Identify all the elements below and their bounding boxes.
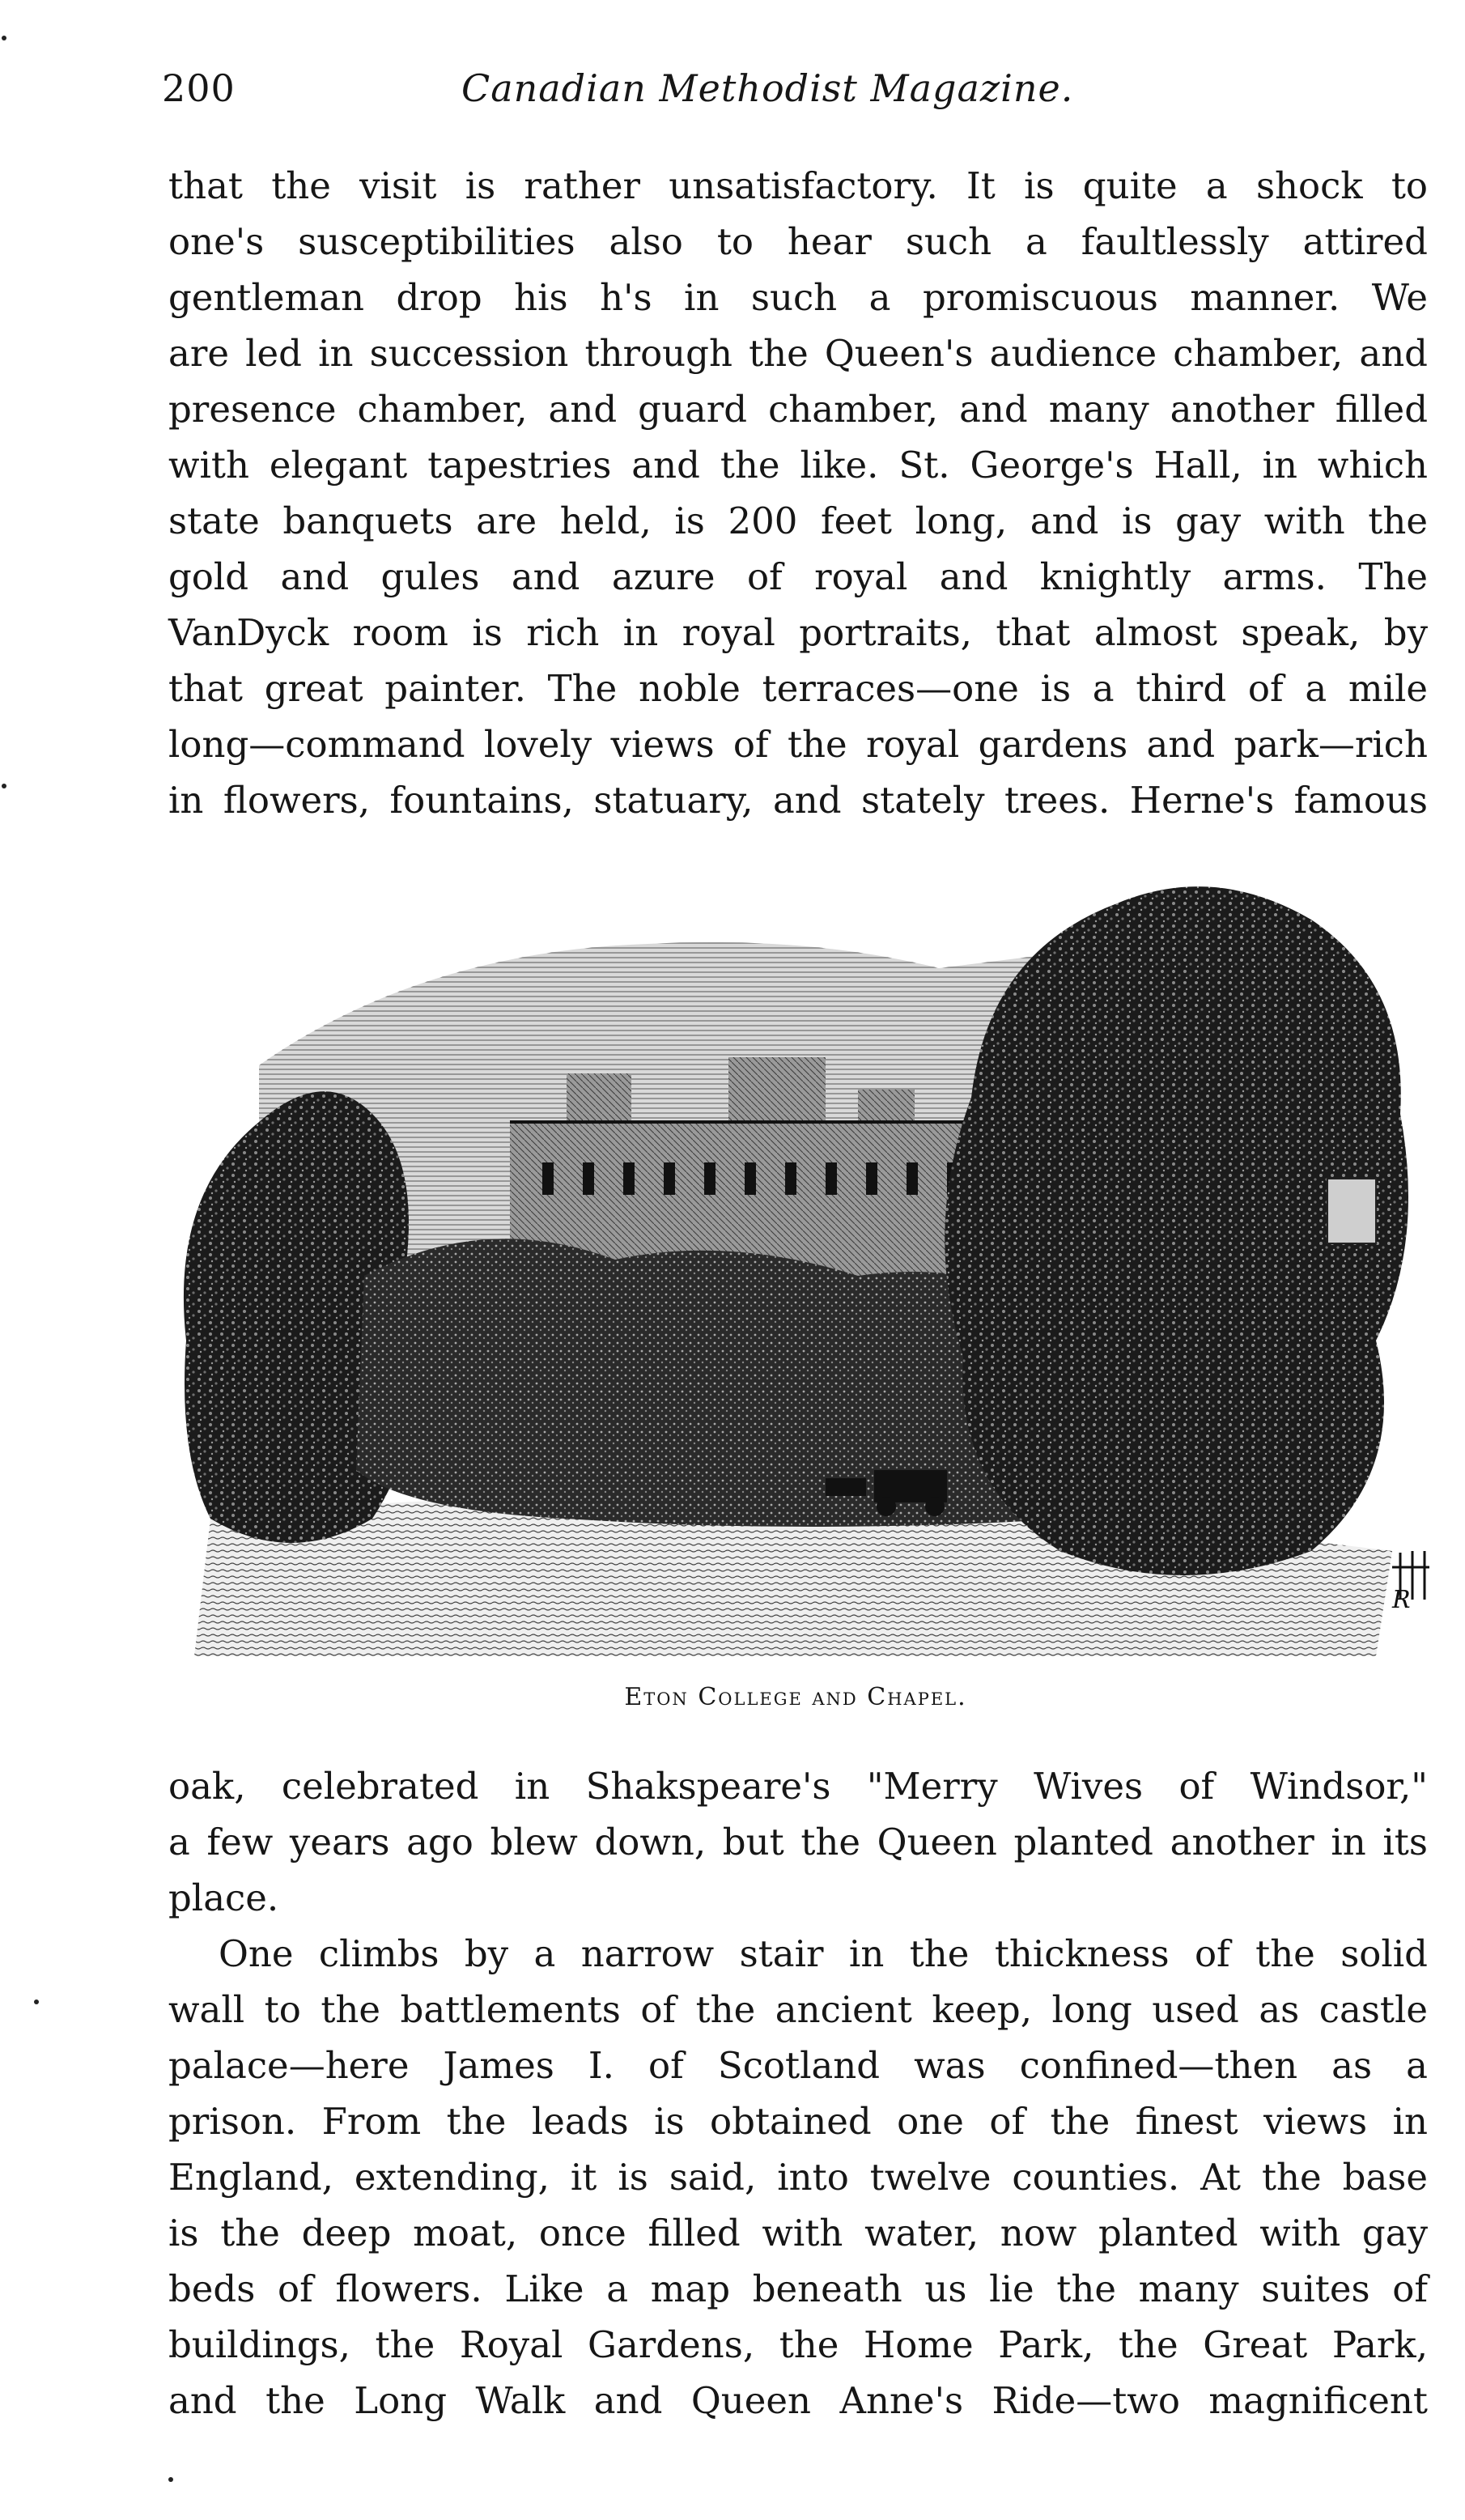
text-line: VanDyck room is rich in royal portraits, that almost speak, by: [168, 611, 1428, 654]
text-line: prison. From the leads is obtained one of the finest views in: [168, 2100, 1428, 2143]
engraving-figure: [162, 855, 1429, 1656]
text-line: gold and gules and azure of royal and knightly arms. The: [168, 555, 1428, 598]
text-line: buildings, the Royal Gardens, the Home Park, the Great Park,: [168, 2323, 1428, 2366]
text-line: with elegant tapestries and the like. St. George's Hall, in which: [168, 444, 1428, 487]
text-line: palace—here James I. of Scotland was confined—then as a: [168, 2044, 1428, 2087]
text-line: beds of flowers. Like a map beneath us lie the many suites of: [168, 2267, 1428, 2310]
scan-speck: [34, 1999, 39, 2004]
body-text-bottom: [168, 1758, 1428, 2429]
text-line: state banquets are held, is 200 feet long, and is gay with the: [168, 499, 1428, 542]
text-line: One climbs by a narrow stair in the thickness of the solid: [219, 1932, 1428, 1975]
scan-speck: [2, 784, 6, 788]
text-line: presence chamber, and guard chamber, and many another filled: [168, 388, 1428, 431]
scan-speck: [168, 2477, 173, 2482]
text-line: gentleman drop his h's in such a promiscuous manner. We: [168, 276, 1428, 319]
text-line: in flowers, fountains, statuary, and stately trees. Herne's famous: [168, 779, 1428, 822]
engraver-mark: R: [1392, 1586, 1411, 1614]
body-text-top: [168, 158, 1428, 828]
text-line: one's susceptibilities also to hear such a faultlessly attired: [168, 220, 1428, 263]
running-header: [162, 66, 1425, 123]
scan-speck: [2, 36, 6, 40]
text-line: and the Long Walk and Queen Anne's Ride—two magnificent: [168, 2379, 1428, 2422]
text-line: is the deep moat, once filled with water, now planted with gay: [168, 2212, 1428, 2254]
text-line: long—command lovely views of the royal gardens and park—rich: [168, 723, 1428, 766]
small-house: [1327, 1179, 1376, 1243]
text-line: that the visit is rather unsatisfactory. It is quite a shock to: [168, 164, 1428, 207]
text-line: are led in succession through the Queen's audience chamber, and: [168, 332, 1428, 375]
text-line: place.: [168, 1876, 279, 1919]
text-line: oak, celebrated in Shakspeare's "Merry Wives of Windsor,": [168, 1765, 1428, 1808]
figure-caption: Eton College and Chapel.: [624, 1683, 967, 1711]
text-line: England, extending, it is said, into twelve counties. At the base: [168, 2156, 1428, 2199]
running-title: Canadian Methodist Magazine.: [461, 66, 1074, 110]
eton-college-engraving: [162, 855, 1429, 1656]
page-number: 200: [162, 66, 236, 110]
text-line: a few years ago blew down, but the Queen planted another in its: [168, 1821, 1428, 1863]
text-line: wall to the battlements of the ancient keep, long used as castle: [168, 1988, 1428, 2031]
text-line: that great painter. The noble terraces—one is a third of a mile: [168, 667, 1428, 710]
